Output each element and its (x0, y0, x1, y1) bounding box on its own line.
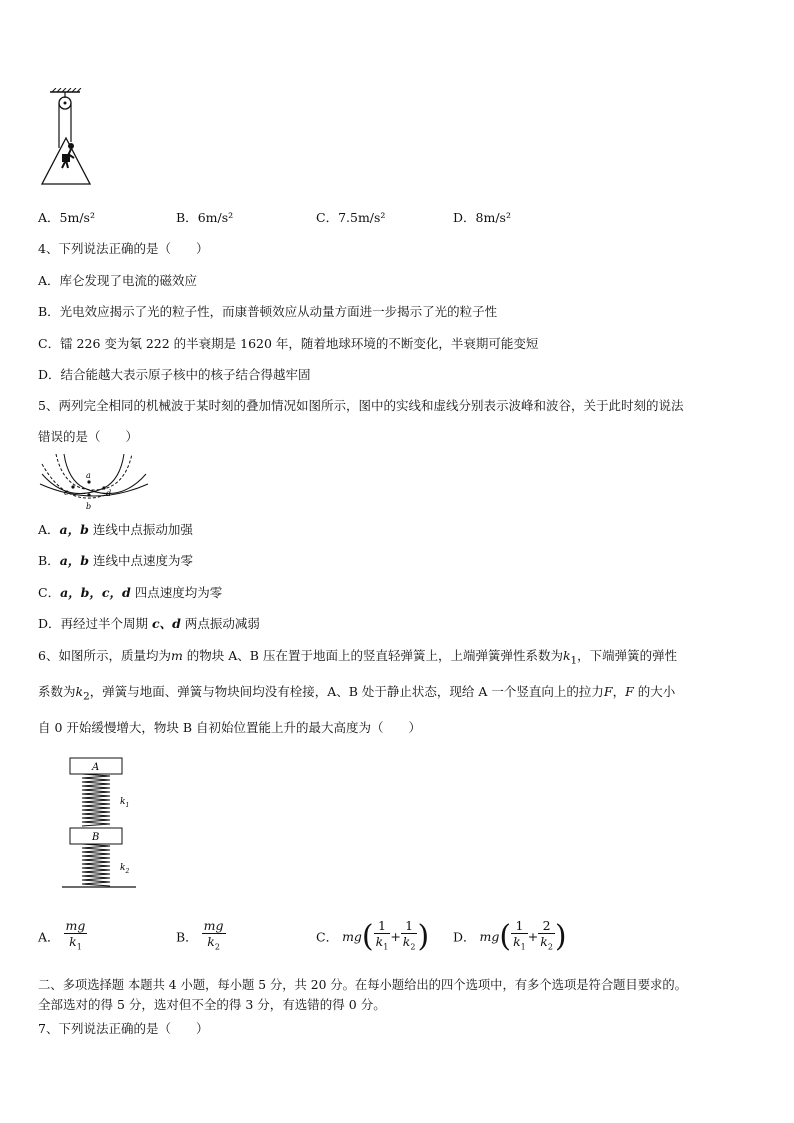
q5-option-b: B．a，b 连线中点速度为零 (38, 553, 194, 568)
wave-label-a: a (86, 471, 91, 480)
q6-option-b-formula: $\frac{mg}{k_2}$ (203, 918, 224, 952)
block-a-label: A (92, 762, 100, 773)
q6-option-a-formula: $\frac{mg}{k_1}$ (65, 918, 86, 952)
q3-option-a: A．5m/s² (38, 210, 95, 225)
q4-option-a: A．库仑发现了电流的磁效应 (38, 273, 198, 288)
q6-option-a: A． $\frac{mg}{k_1}$ (38, 918, 87, 955)
wave-interference-figure (38, 452, 150, 512)
q7-stem: 7、下列说法正确的是（ ） (38, 1021, 209, 1036)
q6-stem-line1: 6、如图所示，质量均为m 的物块 A、B 压在置于地面上的竖直轻弹簧上，上端弹簧弹性系数为$k_1$，下端弹簧的弹性 (38, 648, 678, 667)
spring-k2-label: $k_2$ (120, 863, 130, 875)
q5-stem-line1: 5、两列完全相同的机械波于某时刻的叠加情况如图所示，图中的实线和虚线分别表示波峰和波谷，关于此时刻的说法 (38, 398, 684, 413)
q6-stem-line3: 自 0 开始缓慢增大，物块 B 自初始位置能上升的最大高度为（ ） (38, 720, 422, 735)
q6-option-b: B． $\frac{mg}{k_2}$ (176, 918, 226, 955)
q5-option-a: A．a，b 连线中点振动加强 (38, 522, 193, 537)
wave-label-c: c (64, 488, 69, 497)
q5-option-d: D．再经过半个周期 c、d 两点振动减弱 (38, 616, 260, 631)
q4-stem: 4、下列说法正确的是（ ） (38, 241, 209, 256)
q3-option-b: B．6m/s² (176, 210, 234, 225)
q3-option-d: D．8m/s² (453, 210, 511, 225)
q3-option-c: C．7.5m/s² (316, 210, 386, 225)
spring-blocks-figure (60, 756, 150, 892)
pulley-figure (38, 88, 108, 188)
q4-option-c: C．镭 226 变为氡 222 的半衰期是 1620 年，随着地球环境的不断变化，半衰期可能变短 (38, 336, 539, 351)
q4-option-b: B．光电效应揭示了光的粒子性，而康普顿效应从动量方面进一步揭示了光的粒子性 (38, 304, 498, 319)
q5-stem-line2: 错误的是（ ） (38, 429, 139, 444)
block-b-label: B (92, 832, 100, 843)
wave-label-d: d (106, 489, 112, 498)
section2-heading-line1: 二、多项选择题 本题共 4 小题，每小题 5 分，共 20 分。在每小题给出的四个选项中，有多个选项是符合题目要求的。 (38, 978, 687, 992)
spring-k1-label: $k_1$ (120, 797, 130, 809)
q5-option-c: C．a，b，c，d 四点速度均为零 (38, 585, 223, 600)
q4-option-d: D．结合能越大表示原子核中的核子结合得越牢固 (38, 367, 311, 382)
q6-option-d: D． mg( $\frac{1}{k_1}$ + $\frac{2}{k_2}$ ) (453, 918, 567, 954)
q6-option-c: C． mg( $\frac{1}{k_1}$ + $\frac{1}{k_2}$ ) (316, 918, 430, 954)
section2-heading-line2: 全部选对的得 5 分，选对但不全的得 3 分，有选错的得 0 分。 (38, 997, 386, 1012)
q6-stem-line2: 系数为$k_2$，弹簧与地面、弹簧与物块间均没有栓接，A、B 处于静止状态，现给 A 一个竖直向上的拉力F，F 的大小 (38, 684, 676, 703)
wave-label-b: b (86, 502, 92, 511)
